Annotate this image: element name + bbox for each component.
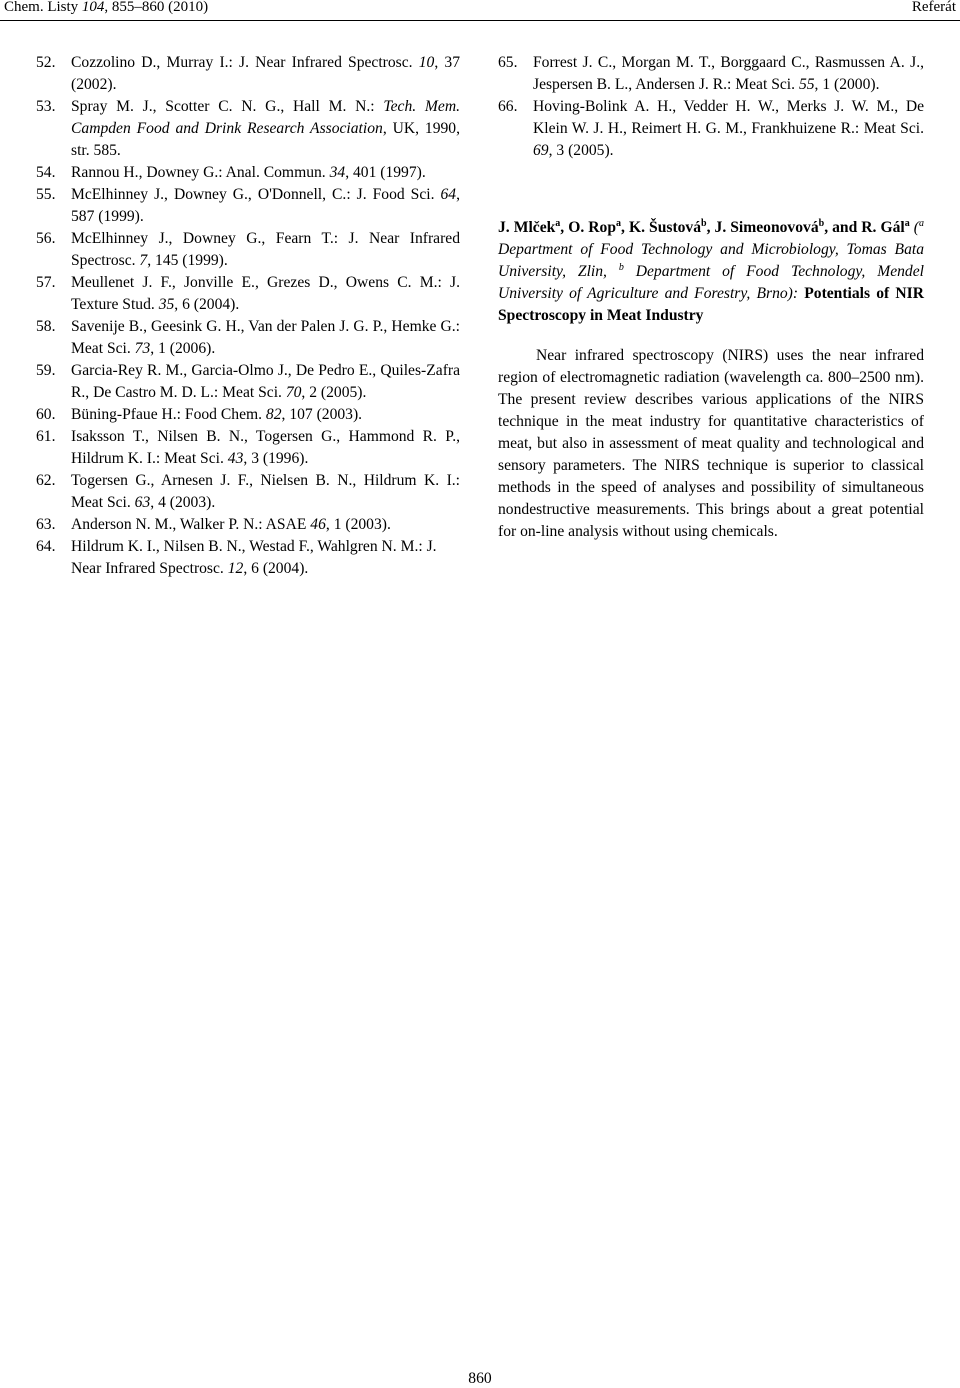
- reference-number: 57.: [36, 274, 56, 291]
- reference-number: 65.: [498, 54, 518, 71]
- reference-text: Meullenet J. F., Jonville E., Grezes D., Owens C. M.: J. Texture Stud.: [71, 274, 460, 313]
- reference-number: 61.: [36, 428, 56, 445]
- reference-volume: 73: [134, 340, 151, 357]
- reference-item: [36, 470, 460, 514]
- reference-text: Rannou H., Downey G.: Anal. Commun.: [71, 164, 330, 181]
- reference-number: 53.: [36, 98, 56, 115]
- reference-pages: , 145 (1999).: [147, 252, 228, 269]
- reference-volume: 63: [134, 494, 151, 511]
- reference-number: 56.: [36, 230, 56, 247]
- reference-pages: , 587 (1999).: [71, 186, 460, 225]
- reference-list-right: [498, 52, 924, 162]
- reference-pages: , 3 (2005).: [548, 142, 614, 159]
- reference-item: [36, 360, 460, 404]
- reference-item: [36, 162, 460, 184]
- reference-item: [36, 96, 460, 162]
- reference-item: [498, 96, 924, 162]
- reference-number: 60.: [36, 406, 56, 423]
- reference-volume: 82: [265, 406, 282, 423]
- reference-volume: Tech. Mem. Campden Food and Drink Research Association: [71, 98, 460, 137]
- reference-volume: 69: [533, 142, 549, 159]
- reference-volume: 43: [227, 450, 244, 467]
- reference-volume: 70: [285, 384, 302, 401]
- page-number: 860: [468, 1370, 492, 1387]
- reference-pages: , UK, 1990, str. 585.: [71, 120, 460, 159]
- journal-name: Chem. Listy: [4, 0, 82, 15]
- reference-pages: , 37 (2002).: [71, 54, 460, 93]
- reference-number: 62.: [36, 472, 56, 489]
- reference-number: 58.: [36, 318, 56, 335]
- reference-pages: , 4 (2003).: [150, 494, 216, 511]
- abstract-affiliations: ($^a$ Department of Food Technology and Microbiology, Tomas Bata University, Zlin, $^b$ Department of Food Technology, Mendel University of Agriculture and Forestry, Brno):: [498, 218, 924, 302]
- reference-text: Cozzolino D., Murray I.: J. Near Infrared Spectrosc.: [71, 54, 419, 71]
- reference-item: [36, 228, 460, 272]
- reference-text: Togersen G., Arnesen J. F., Nielsen B. N., Hildrum K. I.: Meat Sci.: [71, 472, 460, 511]
- reference-text: Hoving-Bolink A. H., Vedder H. W., Merks J. W. M., De Klein W. J. H., Reimert H. G. M., Frankhuizene R.: Meat Sci.: [533, 98, 924, 137]
- reference-text: McElhinney J., Downey G., Fearn T.: J. Near Infrared Spectrosc.: [71, 230, 460, 269]
- abstract-title: Potentials of NIR Spectroscopy in Meat Industry: [498, 285, 924, 324]
- reference-volume: 10: [418, 54, 435, 71]
- reference-pages: , 1 (2003).: [325, 516, 391, 533]
- reference-text: Büning-Pfaue H.: Food Chem.: [71, 406, 266, 423]
- reference-text: Garcia-Rey R. M., Garcia-Olmo J., De Pedro E., Quiles-Zafra R., De Castro M. D. L.: Meat Sci.: [71, 362, 460, 401]
- reference-item: [36, 52, 460, 96]
- reference-text: Hildrum K. I., Nilsen B. N., Westad F., Wahlgren N. M.: J. Near Infrared Spectrosc.: [71, 538, 437, 577]
- reference-number: 66.: [498, 98, 518, 115]
- reference-pages: , 401 (1997).: [345, 164, 426, 181]
- reference-text: Isaksson T., Nilsen B. N., Togersen G., Hammond R. P., Hildrum K. I.: Meat Sci.: [71, 428, 460, 467]
- reference-number: 55.: [36, 186, 56, 203]
- reference-number: 59.: [36, 362, 56, 379]
- reference-number: 52.: [36, 54, 56, 71]
- reference-volume: 46: [310, 516, 326, 533]
- reference-number: 64.: [36, 538, 56, 555]
- abstract-authors: J. Mlček$^a$, O. Rop$^a$, K. Šustová$^b$, J. Simeonovová$^b$, and R. Gál$^a$: [498, 218, 910, 236]
- reference-pages: , 107 (2003).: [281, 406, 363, 423]
- reference-text: Anderson N. M., Walker P. N.: ASAE: [71, 516, 311, 533]
- reference-text: Savenije B., Geesink G. H., Van der Palen J. G. P., Hemke G.: Meat Sci.: [71, 318, 460, 357]
- reference-volume: 64: [440, 186, 457, 203]
- left-column: [36, 52, 460, 580]
- reference-item: [36, 404, 460, 426]
- reference-item: [498, 52, 924, 96]
- reference-item: [36, 514, 460, 536]
- reference-item: [36, 272, 460, 316]
- section-label: Referát: [911, 0, 956, 15]
- header-rule: [0, 20, 960, 21]
- reference-volume: 35: [158, 296, 175, 313]
- reference-volume: 55: [798, 76, 815, 93]
- abstract-block: [498, 217, 924, 543]
- reference-pages: , 2 (2005).: [301, 384, 367, 401]
- reference-volume: 7: [139, 252, 148, 269]
- reference-pages: , 3 (1996).: [243, 450, 309, 467]
- reference-number: 54.: [36, 164, 56, 181]
- reference-volume: 12: [227, 560, 244, 577]
- page-header: [0, 0, 960, 22]
- reference-pages: , 1 (2000).: [814, 76, 880, 93]
- reference-pages: , 1 (2006).: [150, 340, 216, 357]
- journal-pages: , 855–860 (2010): [104, 0, 209, 15]
- reference-volume: 34: [329, 164, 346, 181]
- reference-pages: , 6 (2004).: [174, 296, 240, 313]
- reference-number: 63.: [36, 516, 56, 533]
- journal-citation: [4, 0, 208, 16]
- reference-item: [36, 184, 460, 228]
- reference-text: McElhinney J., Downey G., O'Donnell, C.: J. Food Sci.: [71, 186, 441, 203]
- reference-item: [36, 316, 460, 360]
- right-column: [498, 52, 924, 543]
- reference-item: [36, 536, 460, 580]
- reference-text: Forrest J. C., Morgan M. T., Borggaard C., Rasmussen A. J., Jespersen B. L., Andersen J. R.: Meat Sci.: [533, 54, 924, 93]
- abstract-body: Near infrared spectroscopy (NIRS) uses the near infrared region of electromagnetic radiation (wavelength ca. 800–2500 nm). The present review describes various applications of the NIRS technique in the meat industry for quantitative characteristics of meat, but also in assessment of meat quality and technological and sensory parameters. The NIRS technique is superior to classical methods in the speed of analyses and possibility of simultaneous nondestructive measurements. This brings about a great potential for on-line analysis without using chemicals.: [498, 347, 924, 540]
- journal-volume: 104: [81, 0, 105, 15]
- reference-text: Spray M. J., Scotter C. N. G., Hall M. N.:: [71, 98, 384, 115]
- reference-item: [36, 426, 460, 470]
- reference-pages: , 6 (2004).: [243, 560, 309, 577]
